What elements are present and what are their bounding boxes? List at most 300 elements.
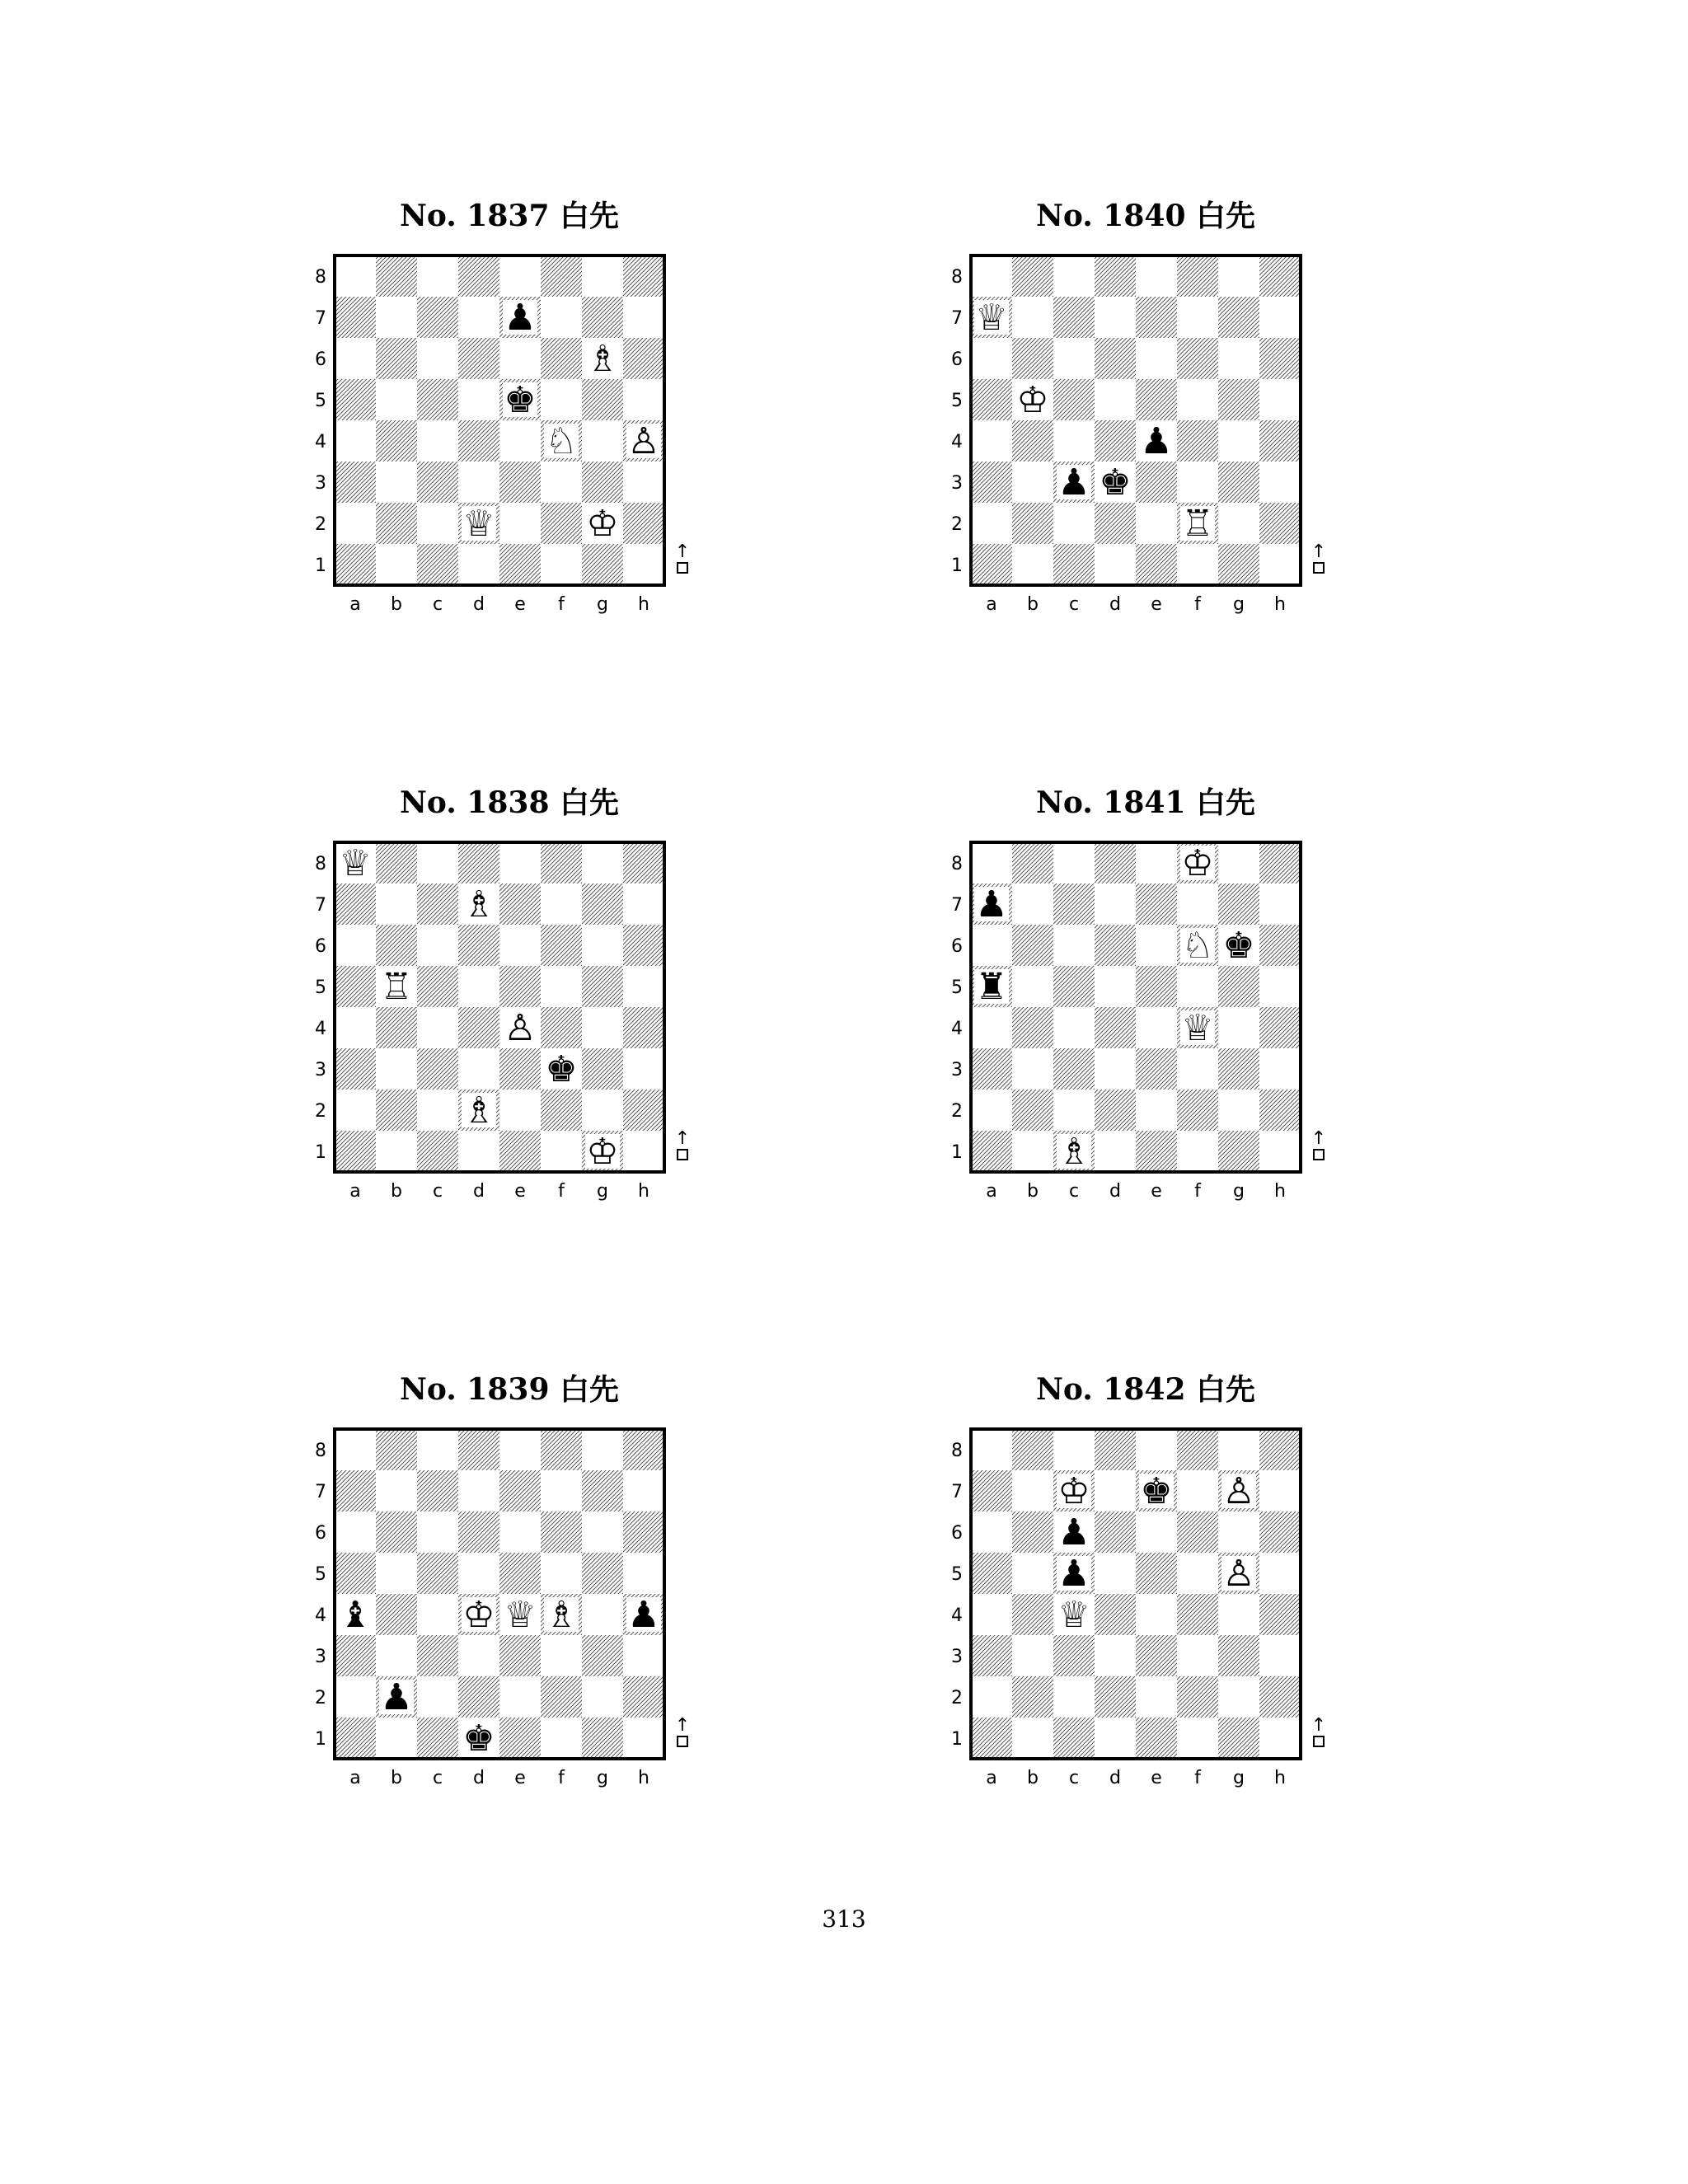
file-label: a — [349, 1768, 361, 1788]
dark-square — [971, 1131, 1012, 1172]
dark-square — [376, 925, 417, 966]
light-square — [499, 1429, 541, 1470]
file-label: h — [1274, 1181, 1286, 1202]
light-square — [1053, 1429, 1095, 1470]
light-square — [1136, 1007, 1177, 1048]
light-square — [1259, 544, 1301, 585]
black-pawn-icon — [1057, 1511, 1091, 1554]
light-square — [1095, 883, 1136, 925]
dark-square — [1095, 1511, 1136, 1553]
light-square — [541, 297, 582, 338]
svg-text:♜: ♜ — [975, 966, 1008, 1008]
file-label: g — [597, 1768, 608, 1788]
dark-square — [1053, 1048, 1095, 1090]
white-knight-icon — [544, 420, 579, 462]
dark-square — [582, 1718, 623, 1759]
svg-text:♟: ♟ — [1057, 1511, 1090, 1554]
light-square — [376, 1048, 417, 1090]
light-square — [376, 379, 417, 420]
dark-square — [417, 297, 458, 338]
light-square — [1012, 1470, 1053, 1511]
light-square — [1136, 1090, 1177, 1131]
svg-text:♟: ♟ — [1057, 1553, 1090, 1595]
dark-square — [971, 1635, 1012, 1676]
svg-text:♚: ♚ — [462, 1718, 495, 1760]
file-label: a — [349, 594, 361, 615]
svg-text:♙: ♙ — [627, 420, 660, 462]
rank-label: 3 — [315, 1647, 326, 1667]
light-square — [582, 1676, 623, 1718]
dark-square — [1136, 1635, 1177, 1676]
dark-square — [335, 1048, 376, 1090]
dark-square — [582, 379, 623, 420]
svg-text:♔: ♔ — [586, 503, 619, 545]
dark-square — [582, 462, 623, 503]
file-label: b — [391, 1768, 402, 1788]
light-square — [335, 1007, 376, 1048]
rank-label: 2 — [951, 1101, 963, 1122]
dark-square — [1136, 1553, 1177, 1594]
dark-square — [1012, 503, 1053, 544]
light-square — [417, 255, 458, 297]
black-king-icon — [1139, 1470, 1174, 1512]
svg-text:♚: ♚ — [504, 379, 537, 421]
light-square — [1012, 544, 1053, 585]
light-square — [1259, 1635, 1301, 1676]
chess-diagram — [295, 1422, 724, 1826]
light-square — [1012, 1048, 1053, 1090]
file-label: d — [473, 594, 485, 615]
dark-square — [458, 255, 499, 297]
svg-text:♗: ♗ — [586, 338, 619, 380]
puzzle-1840 — [931, 191, 1360, 653]
light-square — [1218, 1007, 1259, 1048]
light-square — [1218, 503, 1259, 544]
light-square — [1095, 966, 1136, 1007]
light-square — [1095, 297, 1136, 338]
rank-label: 2 — [315, 1101, 326, 1122]
rank-label: 3 — [951, 473, 963, 494]
file-label: e — [514, 594, 526, 615]
file-label: d — [1109, 1181, 1121, 1202]
light-square — [971, 1429, 1012, 1470]
dark-square — [582, 1635, 623, 1676]
svg-text:↑: ↑ — [1311, 541, 1327, 562]
light-square — [1259, 966, 1301, 1007]
light-square — [971, 925, 1012, 966]
dark-square — [376, 420, 417, 462]
dark-square — [417, 1470, 458, 1511]
dark-square — [1259, 1594, 1301, 1635]
white-king-icon — [1057, 1470, 1091, 1512]
dark-square — [623, 1007, 664, 1048]
dark-square — [1177, 338, 1218, 379]
white-king-icon — [585, 1131, 620, 1173]
dark-square — [376, 1090, 417, 1131]
file-label: b — [391, 1181, 402, 1202]
light-square — [1012, 1635, 1053, 1676]
dark-square — [1218, 1131, 1259, 1172]
light-square — [582, 1429, 623, 1470]
light-square — [541, 1635, 582, 1676]
white-to-move-icon — [1311, 1128, 1326, 1160]
light-square — [499, 1090, 541, 1131]
light-square — [1095, 1470, 1136, 1511]
dark-square — [458, 338, 499, 379]
dark-square — [335, 379, 376, 420]
light-square — [1136, 842, 1177, 883]
rank-label: 5 — [315, 977, 326, 998]
dark-square — [1095, 1594, 1136, 1635]
light-square — [417, 1090, 458, 1131]
light-square — [582, 420, 623, 462]
rank-label: 8 — [315, 1441, 326, 1461]
file-label: a — [986, 594, 997, 615]
dark-square — [1218, 462, 1259, 503]
rank-label: 8 — [951, 267, 963, 288]
file-label: d — [1109, 594, 1121, 615]
light-square — [623, 1131, 664, 1172]
light-square — [582, 1090, 623, 1131]
file-label: c — [432, 1181, 443, 1202]
dark-square — [1218, 544, 1259, 585]
dark-square — [541, 1676, 582, 1718]
light-square — [623, 297, 664, 338]
dark-square — [499, 544, 541, 585]
file-label: b — [1027, 594, 1039, 615]
light-square — [499, 338, 541, 379]
white-queen-icon — [338, 842, 373, 884]
light-square — [971, 503, 1012, 544]
dark-square — [1095, 1007, 1136, 1048]
rank-label: 8 — [315, 267, 326, 288]
dark-square — [1095, 420, 1136, 462]
light-square — [1053, 1007, 1095, 1048]
rank-label: 2 — [951, 514, 963, 535]
puzzle-1841 — [931, 778, 1360, 1240]
rank-label: 2 — [315, 1688, 326, 1708]
dark-square — [1095, 842, 1136, 883]
white-bishop-icon — [462, 883, 496, 926]
svg-text:♕: ♕ — [975, 297, 1008, 339]
file-label: f — [1194, 1181, 1201, 1202]
rank-label: 8 — [951, 854, 963, 874]
dark-square — [582, 297, 623, 338]
dark-square — [1218, 1635, 1259, 1676]
light-square — [1259, 1553, 1301, 1594]
dark-square — [971, 462, 1012, 503]
svg-text:↑: ↑ — [1311, 1715, 1327, 1736]
dark-square — [1136, 1718, 1177, 1759]
rank-label: 2 — [315, 514, 326, 535]
rank-label: 6 — [315, 1523, 326, 1544]
black-king-icon — [1098, 462, 1132, 504]
dark-square — [1012, 338, 1053, 379]
light-square — [1095, 1131, 1136, 1172]
white-king-icon — [585, 503, 620, 545]
light-square — [376, 1131, 417, 1172]
svg-text:♕: ♕ — [462, 503, 495, 545]
light-square — [1218, 255, 1259, 297]
light-square — [623, 544, 664, 585]
dark-square — [1259, 255, 1301, 297]
black-rook-icon — [974, 966, 1009, 1008]
rank-label: 7 — [951, 895, 963, 916]
light-square — [417, 338, 458, 379]
dark-square — [582, 544, 623, 585]
white-bishop-icon — [462, 1090, 496, 1132]
file-label: a — [986, 1768, 997, 1788]
light-square — [1053, 925, 1095, 966]
white-to-move-icon — [675, 1715, 690, 1746]
dark-square — [623, 503, 664, 544]
dark-square — [1218, 1048, 1259, 1090]
light-square — [376, 1553, 417, 1594]
rank-label: 6 — [315, 936, 326, 957]
light-square — [458, 462, 499, 503]
light-square — [417, 1429, 458, 1470]
light-square — [1012, 966, 1053, 1007]
light-square — [971, 1594, 1012, 1635]
dark-square — [1053, 1635, 1095, 1676]
svg-text:♗: ♗ — [1057, 1131, 1090, 1173]
dark-square — [1012, 1676, 1053, 1718]
dark-square — [1218, 379, 1259, 420]
dark-square — [1259, 1429, 1301, 1470]
dark-square — [1012, 925, 1053, 966]
white-rook-icon — [1180, 503, 1215, 545]
light-square — [541, 379, 582, 420]
light-square — [376, 297, 417, 338]
svg-text:♚: ♚ — [1140, 1470, 1173, 1512]
file-label: c — [1068, 1181, 1080, 1202]
white-queen-icon — [974, 297, 1009, 339]
light-square — [458, 1048, 499, 1090]
dark-square — [1177, 1594, 1218, 1635]
dark-square — [335, 1553, 376, 1594]
light-square — [335, 1676, 376, 1718]
light-square — [376, 544, 417, 585]
dark-square — [1177, 1429, 1218, 1470]
light-square — [1095, 1553, 1136, 1594]
dark-square — [1012, 1594, 1053, 1635]
light-square — [623, 1470, 664, 1511]
light-square — [1177, 1635, 1218, 1676]
light-square — [623, 1635, 664, 1676]
light-square — [335, 925, 376, 966]
light-square — [1053, 1676, 1095, 1718]
dark-square — [1095, 338, 1136, 379]
puzzle-title: No. 1841 白先 — [1035, 785, 1256, 820]
dark-square — [582, 1470, 623, 1511]
light-square — [971, 255, 1012, 297]
svg-text:♟: ♟ — [1140, 420, 1173, 462]
light-square — [582, 1007, 623, 1048]
dark-square — [417, 379, 458, 420]
light-square — [1259, 1048, 1301, 1090]
light-square — [971, 1090, 1012, 1131]
dark-square — [335, 1470, 376, 1511]
dark-square — [499, 966, 541, 1007]
dark-square — [582, 1553, 623, 1594]
rank-label: 4 — [315, 1019, 326, 1039]
puzzle-1838 — [295, 778, 724, 1240]
file-label: h — [1274, 594, 1286, 615]
svg-text:↑: ↑ — [674, 1128, 691, 1149]
light-square — [376, 462, 417, 503]
light-square — [1012, 883, 1053, 925]
dark-square — [1259, 338, 1301, 379]
dark-square — [458, 1007, 499, 1048]
light-square — [1136, 925, 1177, 966]
file-label: e — [1151, 1768, 1162, 1788]
svg-text:♟: ♟ — [627, 1594, 660, 1636]
dark-square — [499, 1470, 541, 1511]
dark-square — [1259, 1090, 1301, 1131]
black-pawn-icon — [626, 1594, 661, 1636]
rank-label: 1 — [951, 555, 963, 576]
light-square — [1095, 544, 1136, 585]
svg-text:♕: ♕ — [1181, 1007, 1214, 1049]
dark-square — [335, 462, 376, 503]
black-pawn-icon — [379, 1676, 414, 1718]
light-square — [1177, 544, 1218, 585]
dark-square — [376, 338, 417, 379]
white-bishop-icon — [544, 1594, 579, 1636]
dark-square — [1053, 544, 1095, 585]
light-square — [971, 1511, 1012, 1553]
light-square — [417, 420, 458, 462]
light-square — [417, 1594, 458, 1635]
dark-square — [417, 883, 458, 925]
dark-square — [623, 255, 664, 297]
light-square — [376, 1470, 417, 1511]
chess-diagram — [931, 836, 1360, 1240]
dark-square — [1177, 1090, 1218, 1131]
file-label: f — [558, 594, 565, 615]
light-square — [458, 1470, 499, 1511]
light-square — [1136, 1429, 1177, 1470]
file-label: e — [514, 1181, 526, 1202]
file-label: a — [986, 1181, 997, 1202]
svg-text:♙: ♙ — [1222, 1470, 1255, 1512]
file-label: f — [558, 1768, 565, 1788]
light-square — [499, 503, 541, 544]
light-square — [1012, 297, 1053, 338]
light-square — [1136, 338, 1177, 379]
dark-square — [1136, 297, 1177, 338]
rank-label: 5 — [951, 391, 963, 411]
rank-label: 6 — [951, 936, 963, 957]
white-to-move-icon — [675, 1128, 690, 1160]
light-square — [335, 503, 376, 544]
light-square — [499, 842, 541, 883]
rank-label: 3 — [315, 473, 326, 494]
file-label: d — [1109, 1768, 1121, 1788]
light-square — [582, 255, 623, 297]
dark-square — [499, 883, 541, 925]
black-king-icon — [1221, 925, 1256, 967]
light-square — [1218, 338, 1259, 379]
dark-square — [376, 842, 417, 883]
black-bishop-icon — [338, 1594, 373, 1636]
rank-label: 6 — [951, 349, 963, 370]
light-square — [1259, 379, 1301, 420]
light-square — [1259, 1718, 1301, 1759]
file-label: d — [473, 1768, 485, 1788]
page-number: 313 — [822, 1905, 866, 1933]
file-label: a — [349, 1181, 361, 1202]
light-square — [541, 1131, 582, 1172]
rank-label: 7 — [951, 1482, 963, 1502]
white-king-icon — [462, 1594, 496, 1636]
rank-label: 5 — [951, 1564, 963, 1585]
dark-square — [623, 338, 664, 379]
chess-diagram — [931, 1422, 1360, 1826]
dark-square — [1012, 1007, 1053, 1048]
rank-label: 4 — [951, 432, 963, 452]
svg-text:♝: ♝ — [339, 1594, 372, 1636]
dark-square — [1136, 462, 1177, 503]
light-square — [376, 1718, 417, 1759]
dark-square — [541, 503, 582, 544]
rank-label: 5 — [315, 1564, 326, 1585]
svg-text:♗: ♗ — [545, 1594, 578, 1636]
svg-text:♕: ♕ — [504, 1594, 537, 1636]
dark-square — [1259, 1676, 1301, 1718]
dark-square — [458, 1511, 499, 1553]
light-square — [1095, 1048, 1136, 1090]
light-square — [417, 1511, 458, 1553]
dark-square — [1136, 966, 1177, 1007]
dark-square — [1177, 255, 1218, 297]
light-square — [1095, 1635, 1136, 1676]
white-knight-icon — [1180, 925, 1215, 967]
puzzle-title: No. 1840 白先 — [1035, 199, 1256, 233]
white-to-move-icon — [675, 541, 690, 573]
white-rook-icon — [379, 966, 414, 1008]
dark-square — [1259, 1007, 1301, 1048]
light-square — [1136, 1511, 1177, 1553]
dark-square — [1259, 503, 1301, 544]
black-pawn-icon — [1139, 420, 1174, 462]
rank-label: 5 — [315, 391, 326, 411]
light-square — [499, 925, 541, 966]
dark-square — [1012, 842, 1053, 883]
puzzle-title: No. 1837 白先 — [399, 199, 620, 233]
dark-square — [1012, 1429, 1053, 1470]
light-square — [335, 1511, 376, 1553]
puzzle-title: No. 1839 白先 — [399, 1372, 620, 1407]
light-square — [541, 966, 582, 1007]
dark-square — [541, 925, 582, 966]
file-label: g — [597, 1181, 608, 1202]
light-square — [499, 1511, 541, 1553]
rank-label: 1 — [951, 1142, 963, 1163]
light-square — [1177, 883, 1218, 925]
dark-square — [541, 1007, 582, 1048]
dark-square — [541, 338, 582, 379]
dark-square — [335, 1131, 376, 1172]
light-square — [623, 462, 664, 503]
file-label: f — [1194, 1768, 1201, 1788]
file-label: b — [1027, 1181, 1039, 1202]
dark-square — [499, 1718, 541, 1759]
light-square — [1259, 1470, 1301, 1511]
light-square — [541, 883, 582, 925]
white-king-icon — [1015, 379, 1050, 421]
svg-text:♖: ♖ — [1181, 503, 1214, 545]
